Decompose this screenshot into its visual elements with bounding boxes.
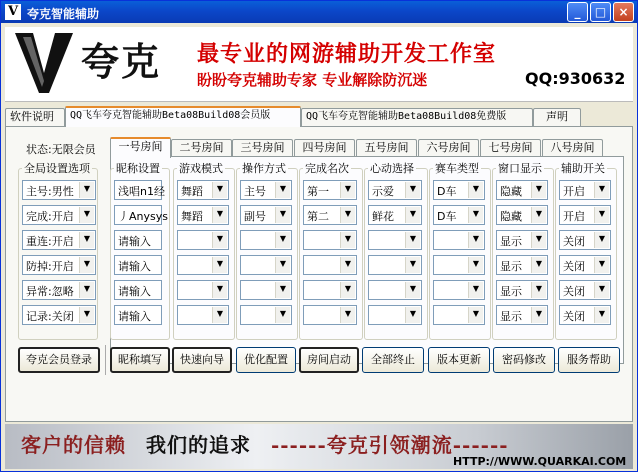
assist-switch-value: 开启 — [563, 185, 585, 198]
chevron-down-icon[interactable]: ▼ — [340, 282, 355, 298]
chevron-down-icon[interactable]: ▼ — [531, 182, 546, 198]
operation-combo[interactable] — [240, 280, 292, 300]
chevron-down-icon[interactable]: ▼ — [79, 282, 94, 298]
room-start-button[interactable]: 房间启动 — [299, 347, 359, 373]
chevron-down-icon[interactable]: ▼ — [468, 282, 483, 298]
tab-member-edition[interactable]: QQ飞车夸克智能辅助Beta08Build08会员版 — [65, 106, 301, 127]
nickname-input[interactable]: 请输入 — [114, 230, 162, 250]
tab-room-7[interactable]: 七号房间 — [480, 139, 541, 157]
finish-rank-value: 第二 — [307, 210, 329, 223]
window-display-combo[interactable] — [496, 255, 548, 275]
minimize-button[interactable]: _ — [567, 2, 588, 22]
tab-room-6[interactable]: 六号房间 — [418, 139, 479, 157]
assist-switch-value: 关闭 — [563, 235, 585, 248]
service-help-button[interactable]: 服务帮助 — [558, 347, 620, 373]
finish-rank-combo[interactable] — [303, 305, 357, 325]
chevron-down-icon[interactable]: ▼ — [405, 232, 420, 248]
maximize-button[interactable]: □ — [590, 2, 611, 22]
chevron-down-icon[interactable]: ▼ — [340, 207, 355, 223]
chevron-down-icon[interactable]: ▼ — [340, 232, 355, 248]
car-type-title: 赛车类型 — [435, 162, 479, 175]
nickname-input[interactable]: 丿Anysys — [114, 205, 162, 225]
nickname-title: 昵称设置 — [116, 162, 160, 175]
car-type-combo[interactable] — [433, 230, 485, 250]
tab-software-info[interactable]: 软件说明 — [5, 108, 65, 126]
tab-free-edition[interactable]: QQ飞车夸克智能辅助Beta08Build08免费版 — [301, 108, 533, 126]
game-mode-combo[interactable] — [177, 280, 229, 300]
footer-slogan-part2: 我们的追求 — [145, 433, 251, 457]
window-display-title: 窗口显示 — [498, 162, 542, 175]
tab-room-5[interactable]: 五号房间 — [356, 139, 417, 157]
chevron-down-icon[interactable]: ▼ — [212, 257, 227, 273]
chevron-down-icon[interactable]: ▼ — [468, 307, 483, 323]
banner-slogan: 最专业的网游辅助开发工作室 — [197, 42, 497, 67]
assist-switch-value: 关闭 — [563, 260, 585, 273]
chevron-down-icon[interactable]: ▼ — [275, 282, 290, 298]
operation-value: 副号 — [244, 210, 266, 223]
close-button[interactable]: × — [613, 2, 634, 22]
heart-choice-value: 鲜花 — [372, 210, 394, 223]
nickname-input[interactable]: 请输入 — [114, 305, 162, 325]
game-mode-combo[interactable] — [177, 180, 229, 200]
chevron-down-icon[interactable]: ▼ — [79, 257, 94, 273]
game-mode-combo[interactable] — [177, 205, 229, 225]
window-display-value: 显示 — [500, 310, 522, 323]
tab-room-4[interactable]: 四号房间 — [294, 139, 355, 157]
chevron-down-icon[interactable]: ▼ — [79, 182, 94, 198]
global-setting-combo[interactable] — [22, 280, 96, 300]
window-display-combo[interactable] — [496, 280, 548, 300]
operation-combo[interactable] — [240, 180, 292, 200]
chevron-down-icon[interactable]: ▼ — [405, 182, 420, 198]
chevron-down-icon[interactable]: ▼ — [340, 257, 355, 273]
chevron-down-icon[interactable]: ▼ — [212, 282, 227, 298]
app-icon: V — [5, 4, 21, 20]
logo-v-icon — [13, 29, 75, 97]
window-display-combo[interactable] — [496, 230, 548, 250]
global-setting-combo[interactable] — [22, 230, 96, 250]
window-display-value: 显示 — [500, 260, 522, 273]
separator — [105, 345, 106, 375]
heart-choice-combo[interactable] — [368, 255, 422, 275]
heart-choice-combo[interactable] — [368, 230, 422, 250]
heart-choice-title: 心动选择 — [370, 162, 414, 175]
chevron-down-icon[interactable]: ▼ — [405, 207, 420, 223]
tab-statement[interactable]: 声明 — [533, 108, 581, 126]
chevron-down-icon[interactable]: ▼ — [594, 307, 609, 323]
car-type-combo[interactable] — [433, 305, 485, 325]
operation-value: 主号 — [244, 185, 266, 198]
chevron-down-icon[interactable]: ▼ — [468, 182, 483, 198]
tab-room-2[interactable]: 二号房间 — [171, 139, 232, 157]
chevron-down-icon[interactable]: ▼ — [594, 232, 609, 248]
chevron-down-icon[interactable]: ▼ — [594, 207, 609, 223]
global-setting-value: 重连:开启 — [26, 235, 74, 248]
version-update-button[interactable]: 版本更新 — [428, 347, 490, 373]
chevron-down-icon[interactable]: ▼ — [275, 307, 290, 323]
chevron-down-icon[interactable]: ▼ — [531, 232, 546, 248]
footer-slogan-part3: ------夸克引领潮流------ — [270, 433, 509, 457]
password-change-button[interactable]: 密码修改 — [493, 347, 555, 373]
window-display-combo[interactable] — [496, 205, 548, 225]
optimize-config-button[interactable]: 优化配置 — [236, 347, 296, 373]
member-status: 状态:无限会员 — [26, 143, 96, 156]
chevron-down-icon[interactable]: ▼ — [212, 182, 227, 198]
car-type-value: D车 — [437, 210, 457, 223]
game-mode-title: 游戏模式 — [179, 162, 223, 175]
assist-switch-value: 关闭 — [563, 285, 585, 298]
chevron-down-icon[interactable]: ▼ — [79, 307, 94, 323]
nickname-fill-button[interactable]: 昵称填写 — [110, 347, 170, 373]
window-display-combo[interactable] — [496, 180, 548, 200]
chevron-down-icon[interactable]: ▼ — [531, 207, 546, 223]
chevron-down-icon[interactable]: ▼ — [531, 282, 546, 298]
global-setting-combo[interactable] — [22, 305, 96, 325]
chevron-down-icon[interactable]: ▼ — [212, 232, 227, 248]
chevron-down-icon[interactable]: ▼ — [594, 282, 609, 298]
finish-rank-combo[interactable] — [303, 205, 357, 225]
game-mode-combo[interactable] — [177, 255, 229, 275]
banner-qq: QQ:930632 — [525, 69, 626, 88]
global-settings-title: 全局设置选项 — [24, 162, 90, 175]
heart-choice-combo[interactable] — [368, 205, 422, 225]
chevron-down-icon[interactable]: ▼ — [594, 257, 609, 273]
tab-room-1[interactable]: 一号房间 — [110, 137, 171, 158]
chevron-down-icon[interactable]: ▼ — [594, 182, 609, 198]
finish-rank-combo[interactable] — [303, 280, 357, 300]
chevron-down-icon[interactable]: ▼ — [275, 207, 290, 223]
window-display-combo[interactable] — [496, 305, 548, 325]
car-type-value: D车 — [437, 185, 457, 198]
chevron-down-icon[interactable]: ▼ — [212, 207, 227, 223]
footer-slogan — [21, 429, 509, 458]
finish-rank-combo[interactable] — [303, 180, 357, 200]
chevron-down-icon[interactable]: ▼ — [468, 207, 483, 223]
nickname-input[interactable]: 请输入 — [114, 280, 162, 300]
car-type-combo[interactable] — [433, 255, 485, 275]
heart-choice-combo[interactable] — [368, 305, 422, 325]
car-type-combo[interactable] — [433, 205, 485, 225]
global-setting-value: 防掉:开启 — [26, 260, 74, 273]
assist-switch-combo[interactable] — [559, 305, 611, 325]
global-setting-combo[interactable] — [22, 205, 96, 225]
footer-url: HTTP://WWW.QUARKAI.COM — [453, 455, 627, 468]
finish-rank-title: 完成名次 — [305, 162, 349, 175]
room-tab-strip — [6, 137, 626, 157]
operation-combo[interactable] — [240, 305, 292, 325]
footer-slogan-part1: 客户的信赖 — [21, 433, 126, 457]
chevron-down-icon[interactable]: ▼ — [79, 232, 94, 248]
heart-choice-combo[interactable] — [368, 280, 422, 300]
window-display-value: 显示 — [500, 235, 522, 248]
operation-title: 操作方式 — [242, 162, 286, 175]
assist-switch-combo[interactable] — [559, 280, 611, 300]
chevron-down-icon[interactable]: ▼ — [531, 257, 546, 273]
banner — [5, 27, 633, 102]
assist-switch-title: 辅助开关 — [561, 162, 605, 175]
operation-combo[interactable] — [240, 205, 292, 225]
chevron-down-icon[interactable]: ▼ — [275, 257, 290, 273]
window-title: 夸克智能辅助 — [27, 7, 100, 21]
title-bar[interactable] — [1, 1, 637, 23]
window-display-value: 隐藏 — [500, 185, 522, 198]
operation-combo[interactable] — [240, 255, 292, 275]
window-display-value: 显示 — [500, 285, 522, 298]
chevron-down-icon[interactable]: ▼ — [275, 182, 290, 198]
game-mode-value: 舞蹈 — [181, 210, 203, 223]
chevron-down-icon[interactable]: ▼ — [340, 307, 355, 323]
nickname-input[interactable]: 浅唱n1经 — [114, 180, 162, 200]
assist-switch-value: 开启 — [563, 210, 585, 223]
stop-all-button[interactable]: 全部终止 — [362, 347, 424, 373]
chevron-down-icon[interactable]: ▼ — [531, 307, 546, 323]
chevron-down-icon[interactable]: ▼ — [340, 182, 355, 198]
global-setting-combo[interactable] — [22, 180, 96, 200]
game-mode-combo[interactable] — [177, 305, 229, 325]
tab-room-8[interactable]: 八号房间 — [542, 139, 603, 157]
global-setting-combo[interactable] — [22, 255, 96, 275]
assist-switch-value: 关闭 — [563, 310, 585, 323]
banner-subslogan: 盼盼夸克辅助专家 专业解除防沉迷 — [197, 71, 428, 89]
chevron-down-icon[interactable]: ▼ — [79, 207, 94, 223]
car-type-combo[interactable] — [433, 180, 485, 200]
global-setting-value: 主号:男性 — [26, 185, 74, 198]
heart-choice-value: 示爱 — [372, 185, 394, 198]
chevron-down-icon[interactable]: ▼ — [468, 232, 483, 248]
car-type-combo[interactable] — [433, 280, 485, 300]
finish-rank-combo[interactable] — [303, 255, 357, 275]
chevron-down-icon[interactable]: ▼ — [405, 257, 420, 273]
tab-room-3[interactable]: 三号房间 — [232, 139, 293, 157]
assist-switch-combo[interactable] — [559, 255, 611, 275]
global-setting-value: 完成:开启 — [26, 210, 74, 223]
outer-tab-strip — [5, 106, 633, 126]
member-edition-panel — [5, 126, 633, 422]
quick-guide-button[interactable]: 快速向导 — [172, 347, 232, 373]
member-login-button[interactable]: 夸克会员登录 — [18, 347, 100, 373]
chevron-down-icon[interactable]: ▼ — [405, 282, 420, 298]
logo-text: 夸克 — [81, 39, 162, 84]
chevron-down-icon[interactable]: ▼ — [405, 307, 420, 323]
global-setting-value: 异常:忽略 — [26, 285, 74, 298]
assist-switch-combo[interactable] — [559, 180, 611, 200]
assist-switch-combo[interactable] — [559, 205, 611, 225]
assist-switch-combo[interactable] — [559, 230, 611, 250]
heart-choice-combo[interactable] — [368, 180, 422, 200]
game-mode-value: 舞蹈 — [181, 185, 203, 198]
game-mode-combo[interactable] — [177, 230, 229, 250]
chevron-down-icon[interactable]: ▼ — [275, 232, 290, 248]
chevron-down-icon[interactable]: ▼ — [212, 307, 227, 323]
finish-rank-value: 第一 — [307, 185, 329, 198]
chevron-down-icon[interactable]: ▼ — [468, 257, 483, 273]
operation-combo[interactable] — [240, 230, 292, 250]
global-setting-value: 记录:关闭 — [26, 310, 74, 323]
finish-rank-combo[interactable] — [303, 230, 357, 250]
window-display-value: 隐藏 — [500, 210, 522, 223]
footer-banner — [5, 424, 633, 469]
nickname-input[interactable]: 请输入 — [114, 255, 162, 275]
